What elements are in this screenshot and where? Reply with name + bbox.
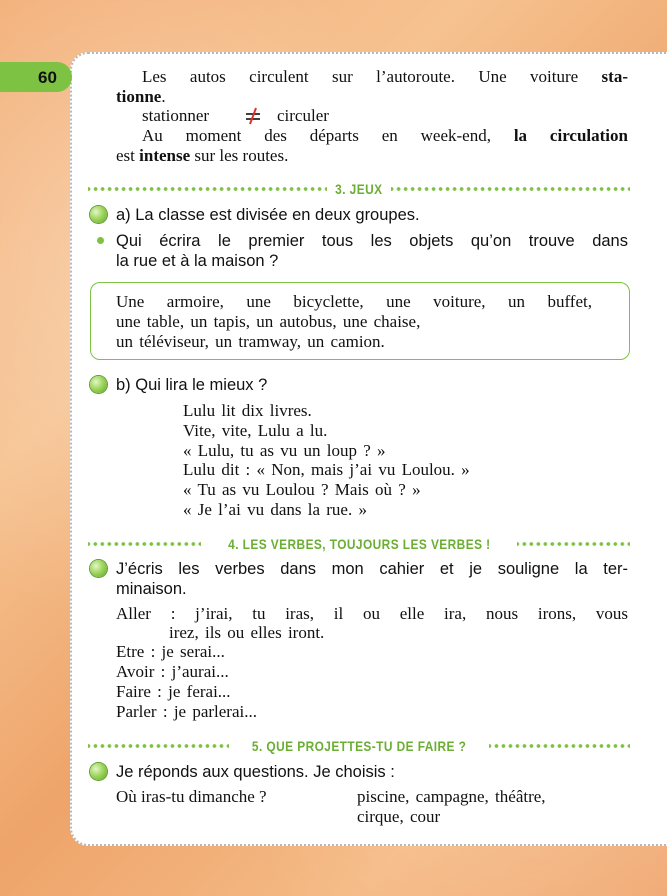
intro-line-4: Au moment des départs en week-end, la circulation bbox=[142, 126, 628, 145]
section-4-heading: 4. LES VERBES, TOUJOURS LES VERBES ! bbox=[227, 536, 491, 552]
heading-dots-right bbox=[391, 187, 630, 191]
verb-etre: Etre : je serai... bbox=[116, 642, 225, 661]
poem-line-5: « Tu as vu Loulou ? Mais où ? » bbox=[183, 480, 421, 499]
verb-faire: Faire : je ferai... bbox=[116, 682, 231, 701]
section-5-instruction: Je réponds aux questions. Je choisis : bbox=[116, 763, 395, 781]
section-3-a-line: a) La classe est divisée en deux groupes. bbox=[116, 206, 420, 224]
poem-line-2: Vite, vite, Lulu a lu. bbox=[183, 421, 328, 440]
word-box-line-3: un téléviseur, un tramway, un camion. bbox=[116, 332, 385, 351]
poem-line-3: « Lulu, tu as vu un loup ? » bbox=[183, 441, 386, 460]
intro-line-2: tionne. bbox=[116, 87, 166, 106]
intro-line-5: est intense sur les routes. bbox=[116, 146, 289, 165]
verb-parler: Parler : je parlerai... bbox=[116, 702, 257, 721]
heading-dots-left bbox=[88, 744, 229, 748]
page-number-tab bbox=[0, 62, 72, 92]
intro-line-1: Les autos circulent sur l’autoroute. Une voiture sta- bbox=[142, 67, 628, 86]
page-number: 60 bbox=[38, 68, 57, 87]
heading-dots-left bbox=[88, 187, 327, 191]
poem-line-4: Lulu dit : « Non, mais j’ai vu Loulou. » bbox=[183, 460, 470, 479]
opposite-right: circuler bbox=[277, 106, 329, 125]
section-5-heading-row bbox=[88, 737, 630, 755]
word-box-line-2: une table, un tapis, un autobus, une chaise, bbox=[116, 312, 421, 331]
poem-line-1: Lulu lit dix livres. bbox=[183, 401, 312, 420]
aller-line-1: Aller : j’irai, tu iras, il ou elle ira, nous irons, vous bbox=[116, 604, 628, 623]
section-5-heading: 5. QUE PROJETTES-TU DE FAIRE ? bbox=[251, 738, 467, 754]
exercise-bullet-icon bbox=[90, 560, 107, 577]
poem-line-6: « Je l’ai vu dans la rue. » bbox=[183, 500, 367, 519]
small-bullet-icon bbox=[97, 237, 104, 244]
section-5-choices-line-2: cirque, cour bbox=[357, 807, 441, 826]
heading-dots-left bbox=[88, 542, 201, 546]
section-3-heading-row bbox=[88, 180, 630, 198]
exercise-bullet-icon bbox=[90, 763, 107, 780]
heading-dots-right bbox=[517, 542, 630, 546]
exercise-bullet-icon bbox=[90, 376, 107, 393]
section-5-choices-line-1: piscine, campagne, théâtre, bbox=[357, 787, 546, 806]
section-3-heading: 3. JEUX bbox=[335, 181, 383, 197]
section-3-b-line: b) Qui lira le mieux ? bbox=[116, 376, 268, 394]
opposite-left: stationner bbox=[142, 106, 210, 125]
heading-dots-right bbox=[489, 744, 630, 748]
section-3-question-line-2: la rue et à la maison ? bbox=[116, 252, 279, 270]
aller-line-2: irez, ils ou elles iront. bbox=[169, 623, 325, 642]
not-equal-icon bbox=[243, 107, 263, 125]
section-4-instruction-line-1: J’écris les verbes dans mon cahier et je souligne la ter- bbox=[116, 560, 628, 578]
exercise-bullet-icon bbox=[90, 206, 107, 223]
verb-avoir: Avoir : j’aurai... bbox=[116, 662, 229, 681]
section-5-question: Où iras-tu dimanche ? bbox=[116, 787, 267, 806]
word-box-line-1: Une armoire, une bicyclette, une voiture, un buffet, bbox=[116, 292, 592, 311]
section-3-question-line-1: Qui écrira le premier tous les objets qu’on trouve dans bbox=[116, 232, 628, 250]
section-4-heading-row bbox=[88, 535, 630, 553]
section-4-instruction-line-2: minaison. bbox=[116, 580, 187, 598]
